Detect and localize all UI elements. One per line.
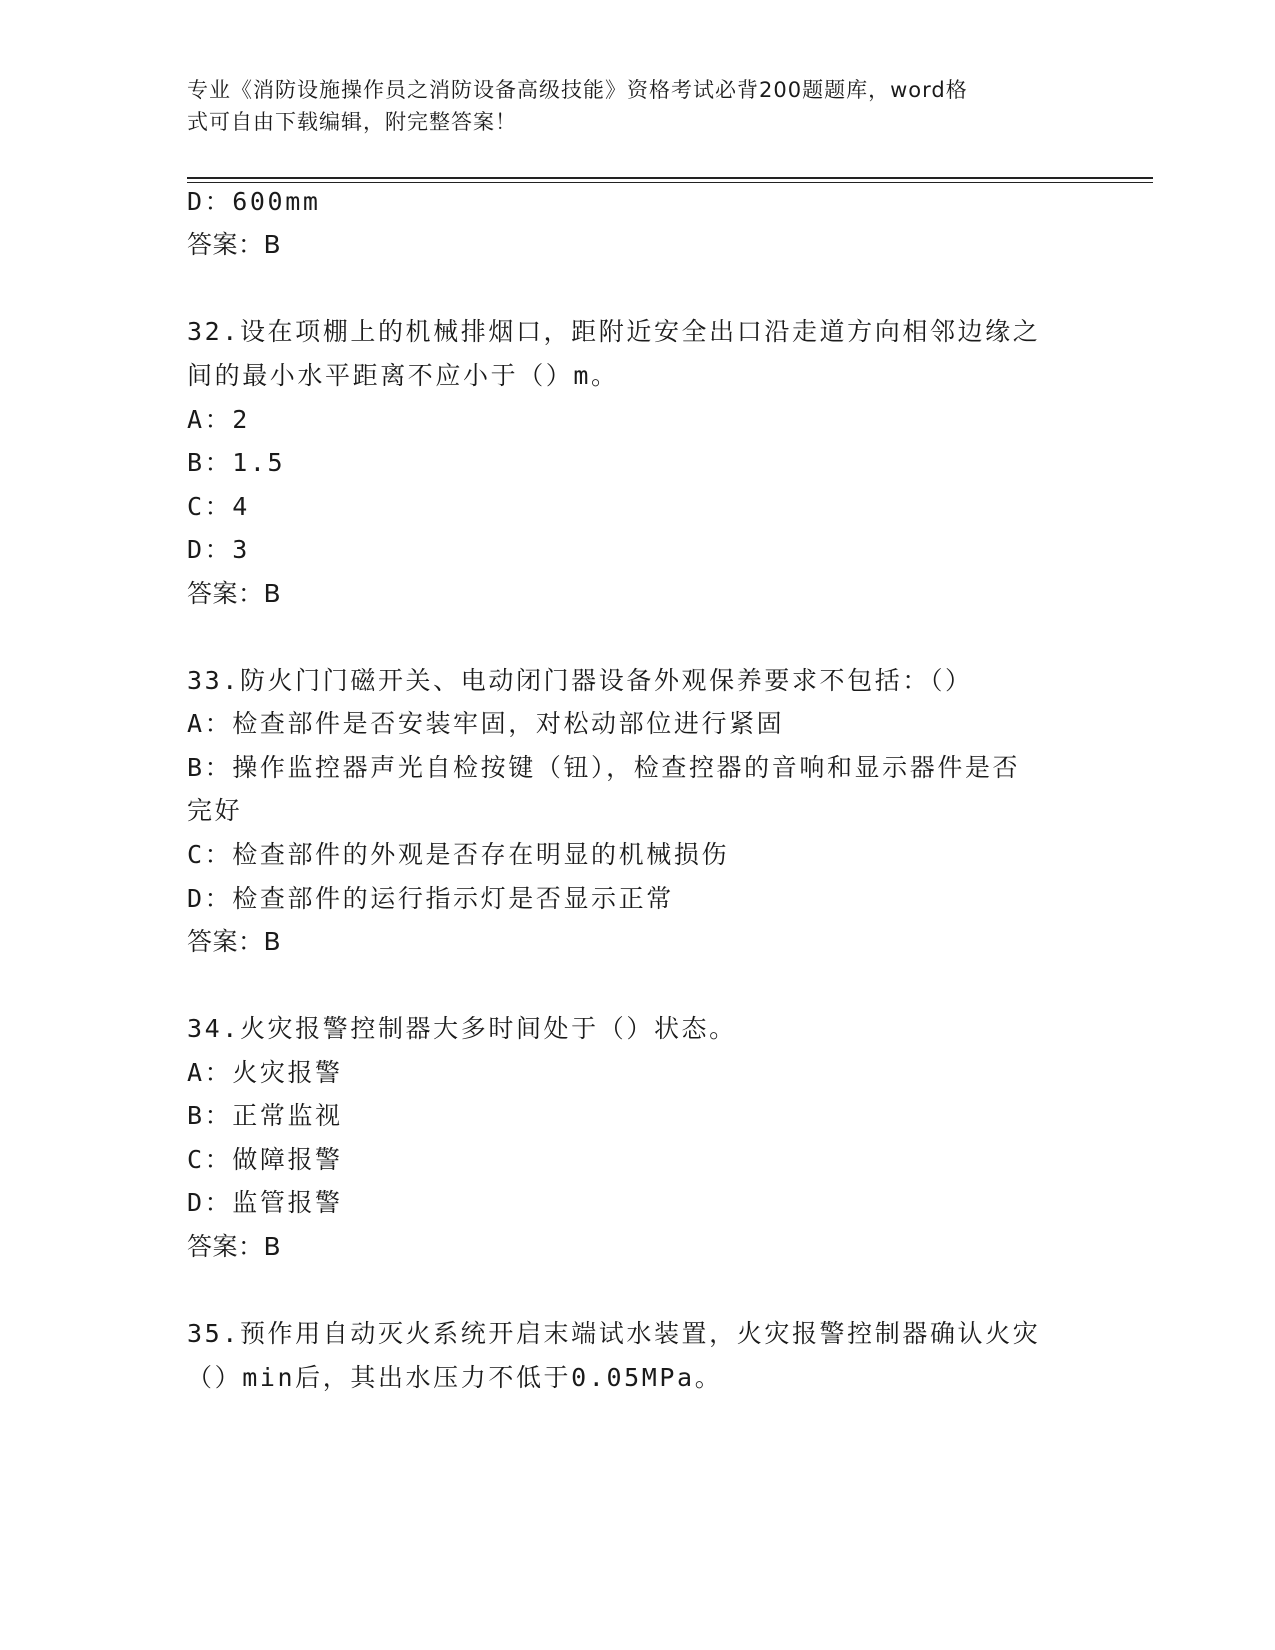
q33-option-b-line-1: B：操作监控器声光自检按键（钮），检查控器的音响和显示器件是否	[187, 753, 1021, 782]
q32-option-c: C：4	[187, 492, 250, 521]
q33-answer: 答案：B	[187, 927, 282, 956]
q35-stem-line-1: 35.预作用自动灭火系统开启末端试水装置，火灾报警控制器确认火灾	[187, 1319, 1041, 1348]
q33-option-b-line-2: 完好	[187, 796, 243, 825]
q35-stem-line-2: （）min后，其出水压力不低于0.05MPa。	[187, 1363, 723, 1392]
q32-stem-line-1: 32.设在项棚上的机械排烟口，距附近安全出口沿走道方向相邻边缘之	[187, 317, 1041, 346]
q34-option-d: D：监管报警	[187, 1188, 343, 1217]
q34-option-a: A：火灾报警	[187, 1058, 343, 1087]
q32-stem-line-2: 间的最小水平距离不应小于（）m。	[187, 361, 619, 390]
q33-option-d: D：检查部件的运行指示灯是否显示正常	[187, 884, 674, 913]
q31-answer: 答案：B	[187, 230, 282, 259]
q32-option-b: B：1.5	[187, 448, 286, 477]
header-line-1: 专业《消防设施操作员之消防设备高级技能》资格考试必背200题题库，word格	[187, 78, 968, 102]
q32-option-d: D：3	[187, 535, 250, 564]
document-header	[187, 74, 1067, 138]
q32-answer: 答案：B	[187, 579, 282, 608]
q33-option-c: C：检查部件的外观是否存在明显的机械损伤	[187, 840, 730, 869]
header-line-2: 式可自由下载编辑，附完整答案！	[187, 110, 517, 134]
q32-option-a: A：2	[187, 405, 250, 434]
q31-option-d: D：600mm	[187, 187, 321, 216]
header-divider-thick	[187, 177, 1153, 179]
header-divider-thin	[187, 182, 1153, 183]
q34-option-c: C：做障报警	[187, 1145, 343, 1174]
q34-answer: 答案：B	[187, 1232, 282, 1261]
q34-stem-line-1: 34.火灾报警控制器大多时间处于（）状态。	[187, 1014, 737, 1043]
q34-option-b: B：正常监视	[187, 1101, 343, 1130]
q33-stem-line-1: 33.防火门门磁开关、电动闭门器设备外观保养要求不包括：（）	[187, 666, 973, 695]
q33-option-a: A：检查部件是否安装牢固，对松动部位进行紧固	[187, 709, 785, 738]
